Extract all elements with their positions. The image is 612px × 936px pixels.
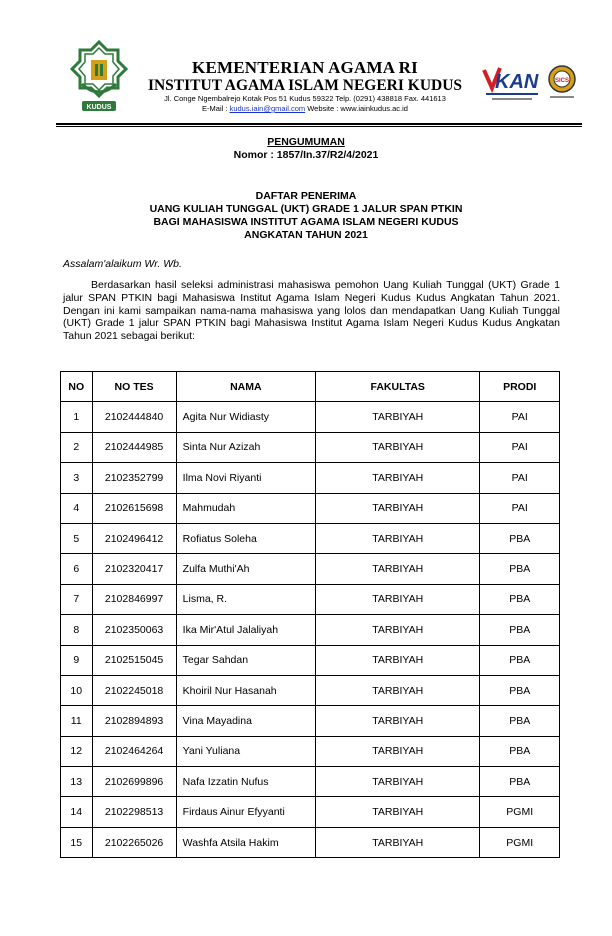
faculty: TARBIYAH	[316, 675, 480, 705]
contact-line	[140, 104, 470, 114]
faculty: TARBIYAH	[316, 523, 480, 553]
study-program: PBA	[480, 645, 560, 675]
table-row	[61, 554, 560, 584]
student-name: Washfa Atsila Hakim	[176, 827, 315, 857]
table-row	[61, 402, 560, 432]
faculty: TARBIYAH	[316, 615, 480, 645]
faculty: TARBIYAH	[316, 584, 480, 614]
header-rule-thick	[56, 123, 582, 125]
test-number: 2102846997	[92, 584, 176, 614]
student-name: Mahmudah	[176, 493, 315, 523]
row-number: 4	[61, 493, 93, 523]
row-number: 12	[61, 736, 93, 766]
test-number: 2102615698	[92, 493, 176, 523]
table-row	[61, 645, 560, 675]
column-header-fakultas: FAKULTAS	[316, 372, 480, 402]
logo-label: KUDUS	[86, 104, 112, 111]
sics-logo-label: SICS	[554, 78, 570, 84]
table-row	[61, 736, 560, 766]
row-number: 1	[61, 402, 93, 432]
faculty: TARBIYAH	[316, 402, 480, 432]
ministry-title: KEMENTERIAN AGAMA RI	[192, 58, 418, 77]
faculty: TARBIYAH	[316, 736, 480, 766]
test-number: 2102352799	[92, 463, 176, 493]
study-program: PGMI	[480, 827, 560, 857]
row-number: 5	[61, 523, 93, 553]
row-number: 6	[61, 554, 93, 584]
study-program: PBA	[480, 584, 560, 614]
list-heading	[0, 190, 612, 242]
email-label: E-Mail :	[202, 104, 230, 113]
student-name: Tegar Sahdan	[176, 645, 315, 675]
table-header-row	[61, 372, 560, 402]
student-name: Sinta Nur Azizah	[176, 432, 315, 462]
column-header-prodi: PRODI	[480, 372, 560, 402]
list-heading-line-1: DAFTAR PENERIMA	[255, 190, 357, 202]
faculty: TARBIYAH	[316, 706, 480, 736]
email-link[interactable]: kudus.iain@gmail.com	[229, 104, 306, 113]
faculty: TARBIYAH	[316, 767, 480, 797]
row-number: 8	[61, 615, 93, 645]
column-header-no-tes: NO TES	[92, 372, 176, 402]
row-number: 3	[61, 463, 93, 493]
study-program: PBA	[480, 767, 560, 797]
row-number: 9	[61, 645, 93, 675]
recipients-table	[60, 371, 560, 858]
greeting: Assalam'alaikum Wr. Wb.	[63, 258, 182, 270]
study-program: PBA	[480, 706, 560, 736]
row-number: 10	[61, 675, 93, 705]
student-name: Nafa Izzatin Nufus	[176, 767, 315, 797]
list-heading-line-3: BAGI MAHASISWA INSTITUT AGAMA ISLAM NEGERI KUDUS	[153, 216, 459, 228]
row-number: 15	[61, 827, 93, 857]
table-row	[61, 493, 560, 523]
table-row	[61, 797, 560, 827]
study-program: PAI	[480, 463, 560, 493]
header-text	[140, 58, 470, 114]
study-program: PAI	[480, 402, 560, 432]
table-row	[61, 463, 560, 493]
address-line: Jl. Conge Ngembalrejo Kotak Pos 51 Kudus 59322 Telp. (0291) 438818 Fax. 441613	[164, 94, 446, 103]
row-number: 13	[61, 767, 93, 797]
student-name: Rofiatus Soleha	[176, 523, 315, 553]
kan-logo-icon	[482, 62, 542, 106]
row-number: 2	[61, 432, 93, 462]
list-heading-line-2: UANG KULIAH TUNGGAL (UKT) GRADE 1 JALUR SPAN PTKIN	[149, 203, 463, 215]
student-name: Khoiril Nur Hasanah	[176, 675, 315, 705]
intro-paragraph: Berdasarkan hasil seleksi administrasi mahasiswa pemohon Uang Kuliah Tunggal (UKT) Grade 1 jalur SPAN PTKIN bagi Mahasiswa Institut Agama Islam Negeri Kudus Kudus Angkatan Tahun 2021. Dengan ini kami sampaikan nama-nama mahasiswa yang lolos dan mendapatkan Uang Kuliah Tunggal (UKT) Grade 1 jalur SPAN PTKIN bagi Mahasiswa Institut Agama Islam Negeri Kudus Kudus Angkatan Tahun 2021 sebagai berikut:	[63, 279, 560, 343]
test-number: 2102515045	[92, 645, 176, 675]
kan-logo-label: KAN	[495, 71, 539, 93]
institute-title: INSTITUT AGAMA ISLAM NEGERI KUDUS	[147, 77, 463, 94]
study-program: PBA	[480, 615, 560, 645]
test-number: 2102444985	[92, 432, 176, 462]
faculty: TARBIYAH	[316, 797, 480, 827]
student-name: Zulfa Muthi'Ah	[176, 554, 315, 584]
announcement-title: PENGUMUMAN	[267, 136, 345, 148]
study-program: PBA	[480, 736, 560, 766]
table-row	[61, 432, 560, 462]
table-row	[61, 706, 560, 736]
student-name: Ika Mir'Atul Jalaliyah	[176, 615, 315, 645]
faculty: TARBIYAH	[316, 645, 480, 675]
list-heading-line-4: ANGKATAN TAHUN 2021	[244, 229, 368, 241]
faculty: TARBIYAH	[316, 827, 480, 857]
table-row	[61, 615, 560, 645]
test-number: 2102496412	[92, 523, 176, 553]
table-row	[61, 827, 560, 857]
student-name: Agita Nur Widiasty	[176, 402, 315, 432]
faculty: TARBIYAH	[316, 463, 480, 493]
student-name: Vina Mayadina	[176, 706, 315, 736]
iain-kudus-logo-icon	[68, 40, 130, 114]
test-number: 2102444840	[92, 402, 176, 432]
test-number: 2102265026	[92, 827, 176, 857]
row-number: 14	[61, 797, 93, 827]
student-name: Ilma Novi Riyanti	[176, 463, 315, 493]
test-number: 2102699896	[92, 767, 176, 797]
website-text: Website : www.iainkudus.ac.id	[305, 104, 408, 113]
column-header-no: NO	[61, 372, 93, 402]
study-program: PBA	[480, 523, 560, 553]
student-name: Firdaus Ainur Efyyanti	[176, 797, 315, 827]
study-program: PAI	[480, 432, 560, 462]
faculty: TARBIYAH	[316, 432, 480, 462]
study-program: PGMI	[480, 797, 560, 827]
table-row	[61, 675, 560, 705]
test-number: 2102245018	[92, 675, 176, 705]
announcement-number: Nomor : 1857/In.37/R2/4/2021	[233, 149, 379, 161]
header-rule-thin	[56, 126, 582, 127]
faculty: TARBIYAH	[316, 554, 480, 584]
sics-logo-icon	[547, 63, 577, 103]
study-program: PBA	[480, 675, 560, 705]
faculty: TARBIYAH	[316, 493, 480, 523]
test-number: 2102350063	[92, 615, 176, 645]
table-row	[61, 767, 560, 797]
study-program: PAI	[480, 493, 560, 523]
row-number: 7	[61, 584, 93, 614]
row-number: 11	[61, 706, 93, 736]
study-program: PBA	[480, 554, 560, 584]
table-row	[61, 523, 560, 553]
letterhead	[0, 0, 612, 125]
test-number: 2102298513	[92, 797, 176, 827]
test-number: 2102464264	[92, 736, 176, 766]
table-row	[61, 584, 560, 614]
student-name: Yani Yuliana	[176, 736, 315, 766]
student-name: Lisma, R.	[176, 584, 315, 614]
test-number: 2102894893	[92, 706, 176, 736]
column-header-nama: NAMA	[176, 372, 315, 402]
test-number: 2102320417	[92, 554, 176, 584]
